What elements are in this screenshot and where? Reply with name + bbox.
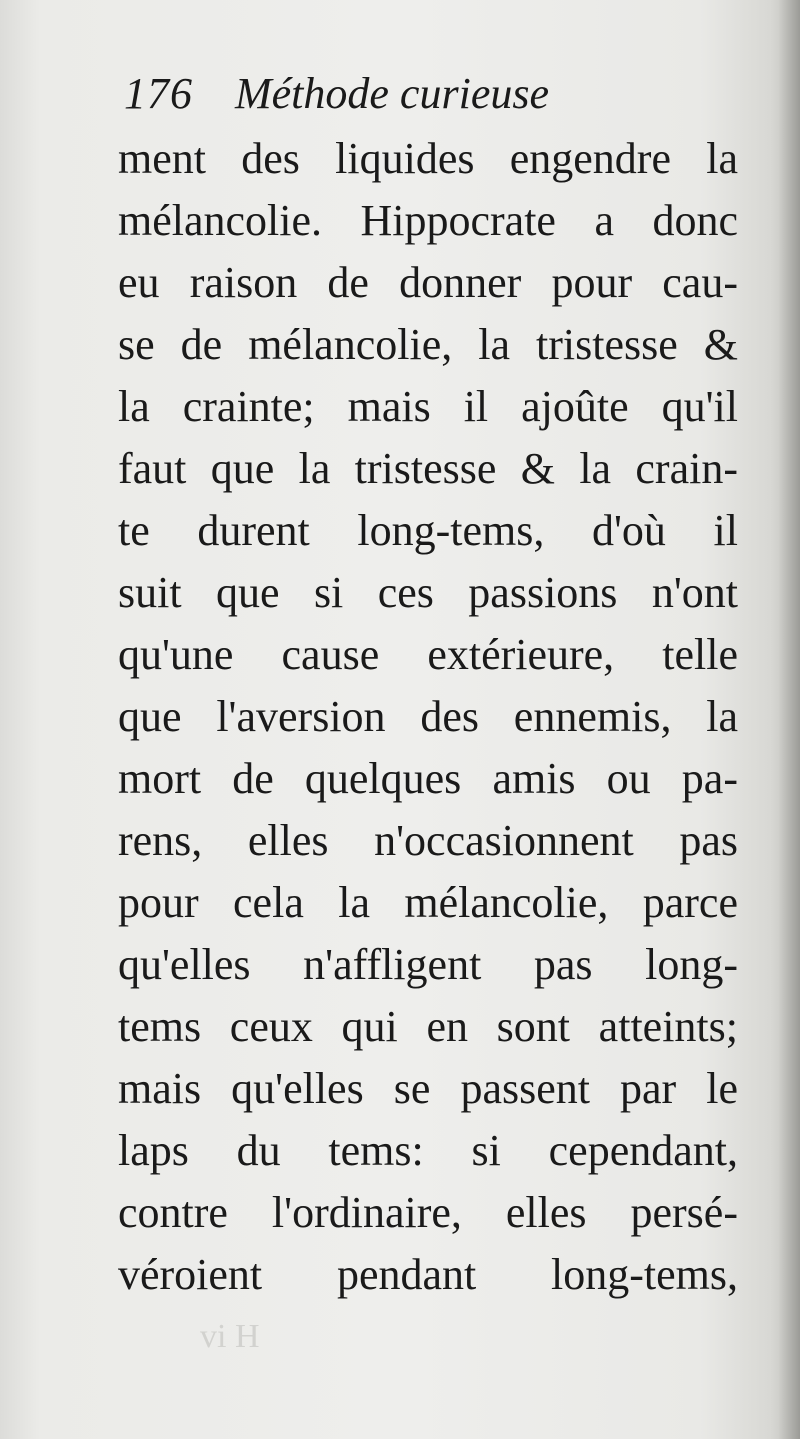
page-number: 176	[124, 69, 193, 118]
text-line: suit que si ces passions n'ont	[118, 568, 738, 617]
text-line: laps du tems: si cependant,	[118, 1126, 738, 1175]
text-line: qu'une cause extérieure, telle	[118, 630, 738, 679]
signature-mark: vi H	[200, 1318, 260, 1355]
text-line: mort de quelques amis ou pa-	[118, 754, 738, 803]
text-line: mélancolie. Hippocrate a donc	[118, 196, 738, 245]
text-line: se de mélancolie, la tristesse &	[118, 320, 738, 369]
text-line: véroient pendant long-tems,	[118, 1250, 738, 1299]
text-line: tems ceux qui en sont atteints;	[118, 1002, 738, 1051]
text-line: ment des liquides engendre la	[118, 134, 738, 183]
running-head	[124, 68, 549, 128]
body-text	[118, 128, 738, 1306]
text-line: qu'elles n'affligent pas long-	[118, 940, 738, 989]
text-line: eu raison de donner pour cau-	[118, 258, 738, 307]
text-line: rens, elles n'occasionnent pas	[118, 816, 738, 865]
text-line: contre l'ordinaire, elles persé-	[118, 1188, 738, 1237]
running-title: Méthode curieuse	[235, 69, 549, 118]
page-edge-shadow	[778, 0, 800, 1439]
text-line: pour cela la mélancolie, parce	[118, 878, 738, 927]
text-line: la crainte; mais il ajoûte qu'il	[118, 382, 738, 431]
text-line: que l'aversion des ennemis, la	[118, 692, 738, 741]
text-line: mais qu'elles se passent par le	[118, 1064, 738, 1113]
text-line: te durent long-tems, d'où il	[118, 506, 738, 555]
text-line: faut que la tristesse & la crain-	[118, 444, 738, 493]
